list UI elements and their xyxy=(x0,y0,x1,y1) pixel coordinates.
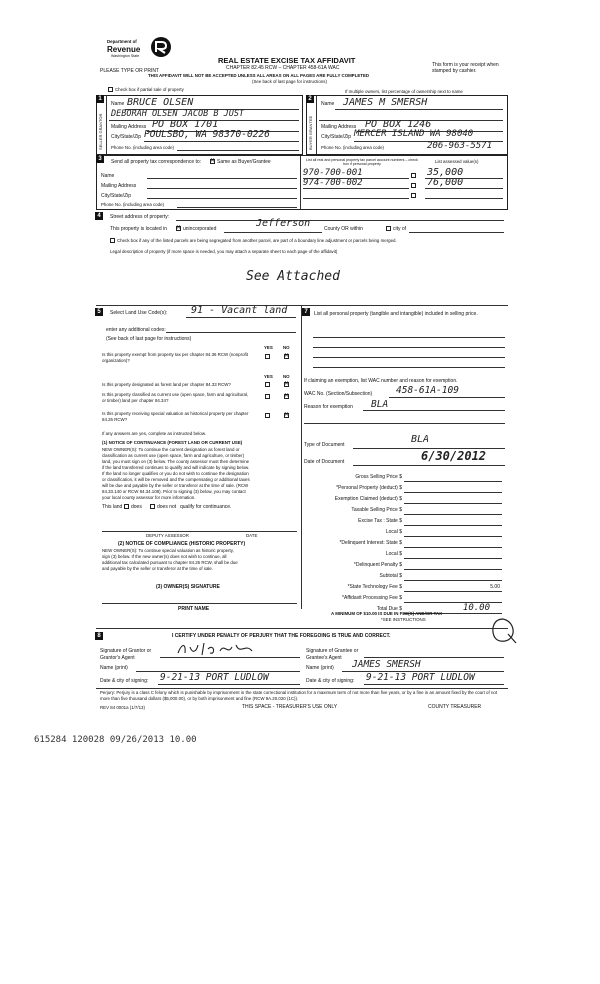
form-title: REAL ESTATE EXCISE TAX AFFIDAVIT xyxy=(218,56,356,65)
tax-row-value[interactable]: 10.00 xyxy=(462,603,490,613)
date-label: DATE xyxy=(246,533,258,538)
within-city-checkbox[interactable] xyxy=(386,226,391,231)
seller-city-label: City/State/Zip xyxy=(111,134,142,140)
form-revision: REV 84 0001a (1/7/13) xyxy=(100,705,145,710)
city-of-label: city of xyxy=(393,226,407,232)
buyer-side-label: BUYER GRANTEE xyxy=(308,115,313,150)
historic-yes-checkbox[interactable] xyxy=(265,413,270,418)
buyer-phone-value[interactable]: 206-963-5571 xyxy=(427,141,493,151)
notice-line: classification as current use (open space, farm and agriculture, or timber) xyxy=(102,453,245,458)
grantee-name-value[interactable]: JAMES SMERSH xyxy=(352,659,421,670)
tax-row xyxy=(301,571,508,582)
tax-row-label: Total Due $ xyxy=(376,606,402,612)
tax-row-label: Local $ xyxy=(385,551,402,557)
tax-row-label: Local $ xyxy=(385,529,402,535)
same-as-buyer-checkbox[interactable] xyxy=(210,159,215,164)
notice-line: NEW OWNER(S): To continue special valuation as historic property, xyxy=(102,548,234,553)
property-location-section xyxy=(96,212,508,304)
notice-line: NEW OWNER(S): To continue the current designation as forest land or xyxy=(102,447,240,452)
tax-row-label: Taxable Selling Price $ xyxy=(351,507,402,513)
notice-line: or classification, it will be removed and the compensating or additional taxes xyxy=(102,477,250,482)
yes-label: YES xyxy=(264,374,273,379)
tax-row xyxy=(301,516,508,527)
buyer-mailing-label: Mailing Address xyxy=(321,124,357,130)
perjury-statement: Perjury: Perjury is a class C felony which is punishable by imprisonment in the state correctional institution for a maximum term of not more than five years, or by a fine in an amount fixed by the court of not more than five thousand dollars ($5,000.00), or by both imprisonment and fine (RCW 9A.20.020 (1C)). xyxy=(100,690,498,701)
personal-property-checkbox[interactable] xyxy=(411,173,416,178)
deputy-assessor-label: DEPUTY ASSESSOR xyxy=(146,533,189,538)
partial-sale-checkbox[interactable] xyxy=(108,87,113,92)
street-address-label: Street address of property: xyxy=(110,214,170,220)
type-or-print: PLEASE TYPE OR PRINT xyxy=(100,68,160,74)
seller-name-label: Name xyxy=(111,101,125,107)
grantee-date-value[interactable]: 9-21-13 PORT LUDLOW xyxy=(366,672,475,683)
exempt-yes-checkbox[interactable] xyxy=(265,354,270,359)
additional-codes-label: enter any additional codes: xyxy=(106,327,166,333)
section-number: 8 xyxy=(95,632,103,640)
yes-label: YES xyxy=(264,345,273,350)
grantor-date-label: Date & city of signing: xyxy=(100,678,149,684)
receipt-note: This form is your receipt when stamped by cashier. xyxy=(432,62,499,74)
tax-row-value[interactable]: 5.00 xyxy=(490,584,500,590)
form-chapter: CHAPTER 82.45 RCW – CHAPTER 458-61A WAC xyxy=(226,65,340,71)
minimum-due-note: A MINIMUM OF $10.00 IS DUE IN FEE(S) AND/OR TAX xyxy=(331,611,443,616)
notice-line: 84.33.140 or RCW 84.34.108). Prior to signing (3) below, you may contact xyxy=(102,489,246,494)
segregated-label: Check box if any of the listed parcels are being segregated from another parcel, are part of a boundary line adjustment or parcels being merged. xyxy=(117,238,397,243)
notice-line: and payable by the seller or transferor at the time of sale. xyxy=(102,566,214,571)
buyer-name-label: Name xyxy=(321,101,335,107)
buyer-name-value[interactable]: JAMES M SMERSH xyxy=(343,97,428,108)
wac-label: WAC No. (Section/Subsection) xyxy=(304,391,373,397)
does-not-label: does not xyxy=(157,504,177,510)
historic-question: Is this property receiving special valuation as historical property per chapter 84.26 RCW? xyxy=(102,411,249,422)
if-yes-note: If any answers are yes, complete as instructed below. xyxy=(102,431,206,436)
notice-line: land, you must sign on (3) below. The county assessor must then determine xyxy=(102,459,250,464)
doc-type-value[interactable]: BLA xyxy=(411,434,430,445)
land-use-section xyxy=(96,305,301,615)
print-name-label: PRINT NAME xyxy=(178,606,210,612)
historic-no-checkbox[interactable] xyxy=(284,413,289,418)
tax-row xyxy=(301,582,508,593)
seller-phone-label: Phone No. (including area code) xyxy=(111,145,174,150)
doc-date-value[interactable]: 6/30/2012 xyxy=(421,449,487,463)
dept-revenue-logo xyxy=(107,36,177,64)
buyer-city-value[interactable]: MERCER ISLAND WA 98040 xyxy=(354,129,474,139)
notice-line: if the land transferred continues to qualify and will indicate by signing below. xyxy=(102,465,250,470)
send-correspondence-label: Send all property tax correspondence to: xyxy=(111,159,202,165)
assessed-value[interactable]: 35,000 xyxy=(427,167,464,178)
section-number: 7 xyxy=(302,308,310,316)
grantor-date-value[interactable]: 9-21-13 PORT LUDLOW xyxy=(160,672,269,683)
correspondence-phone-label: Phone No. (including area code) xyxy=(101,202,164,207)
grantee-date-label: Date & city of signing: xyxy=(306,678,355,684)
tax-row-label: Excise Tax : State $ xyxy=(358,518,402,524)
buyer-signature-mark-icon xyxy=(488,616,518,646)
owner-signature-label: (3) OWNER(S) SIGNATURE xyxy=(156,584,220,590)
section-number: 2 xyxy=(306,95,314,103)
tax-row xyxy=(301,538,508,549)
tax-correspondence-section xyxy=(96,155,508,210)
buyer-city-label: City/State/Zip xyxy=(321,134,352,140)
seller-name-line2[interactable]: DEBORAH OLSEN JACOB B JUST xyxy=(111,109,245,119)
see-back-instructions: (See back of last page for instructions) xyxy=(252,79,327,84)
parcel-number[interactable]: 974-700-002 xyxy=(303,178,363,188)
personal-property-checkbox[interactable] xyxy=(411,193,416,198)
logo-mark-icon xyxy=(149,36,173,58)
section-number: 4 xyxy=(95,212,103,220)
segregated-checkbox[interactable] xyxy=(110,238,115,243)
seller-name-value[interactable]: BRUCE OLSEN xyxy=(127,97,194,108)
reason-value[interactable]: BLA xyxy=(371,399,389,410)
personal-property-section xyxy=(301,305,508,621)
located-in-label: This property is located in xyxy=(110,226,167,232)
notice-continuance-title: (1) NOTICE OF CONTINUANCE (FOREST LAND OR CURRENT USE) xyxy=(102,440,243,445)
notice-line: additional tax calculated pursuant to chapter 84.26 RCW, shall be due xyxy=(102,560,238,565)
does-not-checkbox[interactable] xyxy=(150,504,155,509)
tax-row-label: Exemption Claimed (deduct) $ xyxy=(334,496,402,502)
no-label: NO xyxy=(283,345,290,350)
tax-row xyxy=(301,494,508,505)
certify-statement: I CERTIFY UNDER PENALTY OF PERJURY THAT THE FOREGOING IS TRUE AND CORRECT. xyxy=(172,633,391,639)
tax-row xyxy=(301,549,508,560)
county-value[interactable]: Jefferson xyxy=(256,218,311,229)
forest-no-checkbox[interactable] xyxy=(284,382,289,387)
does-checkbox[interactable] xyxy=(124,504,129,509)
tax-row-label: *Delinquent Interest: State $ xyxy=(339,540,402,546)
tax-row xyxy=(301,560,508,571)
reason-label: Reason for exemption xyxy=(304,404,353,410)
tax-row xyxy=(301,527,508,538)
treasurer-space-label: THIS SPACE - TREASURER'S USE ONLY xyxy=(242,704,338,710)
personal-property-checkbox[interactable] xyxy=(411,183,416,188)
notice-compliance-title: (2) NOTICE OF COMPLIANCE (HISTORIC PROPERTY) xyxy=(118,541,246,547)
parcel-header: List all real and personal property tax parcel account numbers – check box if personal property xyxy=(306,158,418,167)
grantee-signature-label: Signature of Grantee or Grantee's Agent xyxy=(306,648,359,661)
unincorporated-label: unincorporated xyxy=(183,226,217,232)
recording-stamp: 615284 120028 09/26/2013 10.00 xyxy=(34,735,197,745)
not-accepted-notice: THIS AFFIDAVIT WILL NOT BE ACCEPTED UNLESS ALL AREAS ON ALL PAGES ARE FULLY COMPLETED xyxy=(148,73,370,78)
current-use-no-checkbox[interactable] xyxy=(284,394,289,399)
logo-revenue-line: Revenue xyxy=(107,45,141,54)
correspondence-city-label: City/State/Zip xyxy=(101,193,132,199)
logo-dept-line: Department of xyxy=(107,39,137,44)
notice-line: your local county assessor for more information. xyxy=(102,495,196,500)
tax-row xyxy=(301,472,508,483)
exemption-label: If claiming an exemption, list WAC number and reason for exemption. xyxy=(304,378,458,384)
assessed-header: List assessed value(s) xyxy=(435,159,479,164)
notice-line: If the land no longer qualifies or you do not wish to continue the designation xyxy=(102,471,249,476)
seller-side-label: SELLER GRANTOR xyxy=(98,113,103,150)
tax-row xyxy=(301,483,508,494)
grantor-signature-icon[interactable] xyxy=(176,641,266,657)
correspondence-name-label: Name xyxy=(101,173,115,179)
same-as-buyer-label: Same as Buyer/Grantee xyxy=(217,159,271,165)
qualify-label: qualify for continuance. xyxy=(180,504,232,510)
seller-mailing-label: Mailing Address xyxy=(111,124,147,130)
parcel-number[interactable]: 970-700-001 xyxy=(303,168,363,178)
grantor-signature-label: Signature of Grantor or Grantor's Agent xyxy=(100,648,152,661)
unincorporated-checkbox[interactable] xyxy=(176,226,181,231)
county-or-within-label: County OR within xyxy=(324,226,363,232)
grantor-name-label: Name (print) xyxy=(100,665,128,671)
buyer-mailing-value[interactable]: PO BOX 1246 xyxy=(365,119,432,130)
notice-line: sign (3) below. If the new owner(s) does not wish to continue, all xyxy=(102,554,227,559)
partial-sale-label: Check box if partial sale of property xyxy=(115,87,184,92)
doc-type-label: Type of Document xyxy=(304,442,345,448)
personal-property-label: List all personal property (tangible and intangible) included in selling price. xyxy=(314,311,478,317)
county-treasurer-label: COUNTY TREASURER xyxy=(428,704,482,710)
seller-section xyxy=(96,95,303,155)
section-number: 3 xyxy=(96,155,104,163)
forest-question: Is this property designated as forest land per chapter 84.33 RCW? xyxy=(102,382,231,387)
section-number: 5 xyxy=(95,308,103,316)
current-use-yes-checkbox[interactable] xyxy=(265,394,270,399)
seller-mailing-value[interactable]: PO BOX 1701 xyxy=(152,119,219,130)
wac-value[interactable]: 458-61A-109 xyxy=(396,385,459,396)
current-use-question: Is this property classified as current use (open space, farm and agricultural, or timber) land per chapter 84.34? xyxy=(102,392,249,403)
certification-section xyxy=(96,628,508,710)
tax-row-label: Gross Selling Price $ xyxy=(355,474,402,480)
grantee-name-label: Name (print) xyxy=(306,665,334,671)
section-number: 1 xyxy=(96,95,104,103)
tax-row xyxy=(301,505,508,516)
land-use-label: Select Land Use Code(s): xyxy=(110,310,168,316)
doc-date-label: Date of Document xyxy=(304,459,345,465)
this-land-label: This land xyxy=(102,504,123,510)
logo-state-line: Washington State xyxy=(111,54,140,58)
no-label: NO xyxy=(283,374,290,379)
tax-row-label: *Affidavit Processing Fee $ xyxy=(342,595,402,601)
see-attached-text: See Attached xyxy=(246,269,340,284)
forest-yes-checkbox[interactable] xyxy=(265,382,270,387)
correspondence-mailing-label: Mailing Address xyxy=(101,183,137,189)
tax-row-label: *Delinquent Penalty $ xyxy=(353,562,402,568)
assessed-value[interactable]: 76,000 xyxy=(427,177,464,188)
see-instructions-note: *SEE INSTRUCTIONS xyxy=(381,617,426,622)
seller-city-value[interactable]: POULSBO, WA 98370-0226 xyxy=(144,129,270,140)
land-use-see-back: (See back of last page for instructions) xyxy=(106,336,192,342)
multiple-owners-note: If multiple owners, list percentage of ownership next to name xyxy=(345,89,463,94)
exempt-no-checkbox[interactable] xyxy=(284,354,289,359)
notice-line: will be due and payable by the seller or transferor at the time of sale. (RCW xyxy=(102,483,249,488)
buyer-section xyxy=(306,95,508,155)
tax-row-label: Subtotal $ xyxy=(379,573,402,579)
legal-description-label: Legal description of property (if more space is needed, you may attach a separate sheet to each page of the affidavit) xyxy=(110,249,338,254)
buyer-phone-label: Phone No. (including area code) xyxy=(321,145,384,150)
tax-row-label: *Personal Property (deduct) $ xyxy=(336,485,402,491)
exempt-question: Is this property exempt from property tax per chapter 84.36 RCW (nonprofit organization)? xyxy=(102,352,248,363)
does-label: does xyxy=(131,504,142,510)
land-use-value[interactable]: 91 - Vacant land xyxy=(191,305,288,316)
tax-row-label: *State Technology Fee $ xyxy=(347,584,402,590)
